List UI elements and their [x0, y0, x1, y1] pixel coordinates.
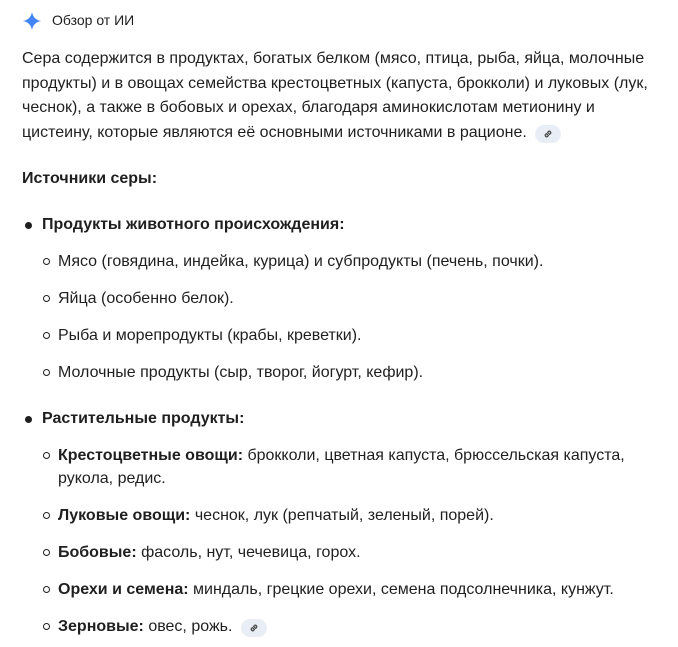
- list-item: [42, 250, 662, 273]
- item-text: Яйца (особенно белок).: [58, 290, 234, 307]
- item-bold: Зерновые:: [58, 618, 144, 635]
- section-title: Источники серы:: [22, 170, 158, 187]
- plant-items: [42, 444, 662, 638]
- item-text: Мясо (говядина, индейка, курица) и субпродукты (печень, почки).: [58, 253, 544, 270]
- item-bold: Луковые овощи:: [58, 507, 191, 524]
- item-bold: Бобовые:: [58, 544, 137, 561]
- item-text: Рыба и морепродукты (крабы, креветки).: [58, 327, 362, 344]
- list-item: [42, 541, 662, 564]
- group-animal: [22, 214, 662, 384]
- item-text: фасоль, нут, чечевица, горох.: [141, 544, 361, 561]
- source-link-chip[interactable]: [241, 619, 267, 637]
- list-item: [42, 361, 662, 384]
- ai-overview-title: Обзор от ИИ: [52, 12, 135, 28]
- list-item: [42, 444, 662, 490]
- intro-paragraph: [22, 47, 662, 145]
- link-icon: [542, 128, 554, 140]
- item-bold: Крестоцветные овощи:: [58, 447, 244, 464]
- gemini-sparkle-icon: [22, 11, 42, 31]
- list-item: [42, 615, 662, 638]
- source-link-chip[interactable]: [535, 125, 561, 143]
- animal-items: [42, 250, 662, 384]
- list-item: [42, 324, 662, 347]
- item-bold: Орехи и семена:: [58, 581, 189, 598]
- sources-list: [22, 214, 662, 638]
- intro-text: Сера содержится в продуктах, богатых белком (мясо, птица, рыба, яйца, молочные продукты) и в овощах семейства крестоцветных (капуста, брокколи) и луковых (лук, чеснок), а также в бобовых и орехах, благодаря аминокислотам метионину и цистеину, которые являются её основными источниками в рационе.: [22, 50, 648, 141]
- item-text: чеснок, лук (репчатый, зеленый, порей).: [194, 507, 494, 524]
- group-plant: [22, 408, 662, 638]
- group-label: Продукты животного происхождения:: [42, 216, 345, 233]
- ai-overview-header: [22, 0, 662, 40]
- item-text: овес, рожь.: [148, 618, 233, 635]
- link-icon: [248, 622, 260, 634]
- item-text: Молочные продукты (сыр, творог, йогурт, кефир).: [58, 364, 424, 381]
- item-text: брокколи, цветная капуста, брюссельская капуста, рукола, редис.: [58, 447, 625, 487]
- list-item: [42, 287, 662, 310]
- item-text: миндаль, грецкие орехи, семена подсолнечника, кунжут.: [193, 581, 614, 598]
- list-item: [42, 504, 662, 527]
- group-label: Растительные продукты:: [42, 410, 245, 427]
- list-item: [42, 578, 662, 601]
